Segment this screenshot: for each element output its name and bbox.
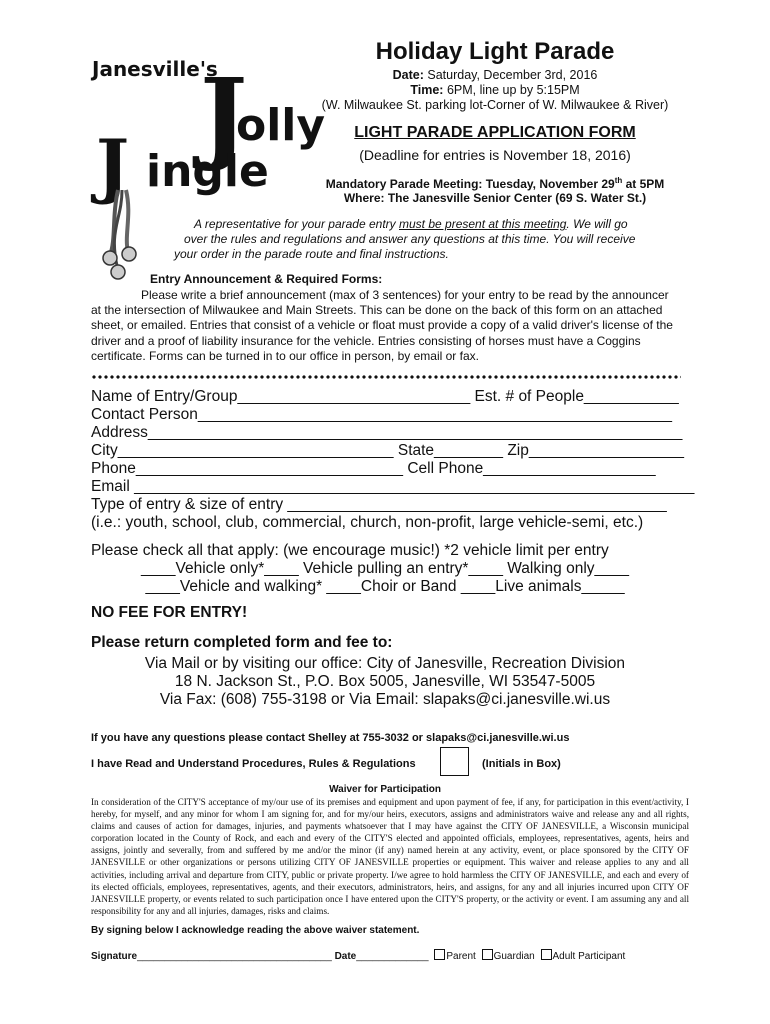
intro-line-1 bbox=[194, 217, 674, 231]
return-heading: Please return completed form and fee to: bbox=[91, 634, 393, 651]
meeting-suffix: at 5PM bbox=[622, 177, 665, 191]
return-address: 18 N. Jackson St., P.O. Box 5005, Janesville, WI 53547-5005 bbox=[174, 673, 596, 690]
intro-line-2: over the rules and regulations and answer any questions at this time. You will receive bbox=[184, 232, 636, 246]
bell-icon bbox=[103, 251, 117, 265]
checklist-title: Please check all that apply: (we encourage music!) *2 vehicle limit per entry bbox=[91, 542, 609, 559]
logo-letter-j2: J bbox=[96, 124, 130, 207]
intro-text-end: . We will go bbox=[566, 217, 628, 231]
event-date bbox=[310, 68, 680, 83]
checklist-line-2[interactable]: ____Vehicle and walking* ____Choir or Band ____Live animals_____ bbox=[145, 578, 625, 595]
intro-text: A representative for your parade entry bbox=[194, 217, 399, 231]
date-field-line[interactable]: _____________ bbox=[356, 951, 429, 962]
date-field-label: Date bbox=[334, 951, 357, 962]
entry-announcement-body: Please write a brief announcement (max of 3 sentences) for your entry to be read by the announcer at the intersection of Milwaukee and Main Streets. This can be done on the back of this form on an attached sheet, or emailed. Entries that consist of a vehicle or float must provide a copy of a valid driver's license of the driver and a proof of liability insurance for the vehicle. Entries consisting of horses must have a Coggins certificate. Forms can be turned in to our office in person, by email or fax. bbox=[91, 288, 673, 363]
adult-participant-checkbox[interactable] bbox=[541, 949, 552, 960]
field-email[interactable]: Email _________________________________________________________________ bbox=[91, 478, 695, 495]
event-location: (W. Milwaukee St. parking lot-Corner of W. Milwaukee & River) bbox=[321, 98, 669, 112]
field-contact-person[interactable]: Contact Person_______________________________________________________ bbox=[91, 406, 672, 423]
return-mail: Via Mail or by visiting our office: City of Janesville, Recreation Division bbox=[144, 655, 626, 672]
event-time bbox=[310, 83, 680, 98]
field-name-of-entry[interactable]: Name of Entry/Group___________________________ Est. # of People___________ bbox=[91, 388, 679, 405]
field-city-state-zip[interactable]: City________________________________ State________ Zip__________________ bbox=[91, 442, 685, 459]
parent-checkbox[interactable] bbox=[434, 949, 445, 960]
waiver-acknowledgement: By signing below I acknowledge reading the above waiver statement. bbox=[91, 925, 420, 936]
logo-text-olly: olly bbox=[236, 100, 326, 151]
guardian-option-label: Guardian bbox=[493, 951, 535, 962]
questions-contact: If you have any questions please contact Shelley at 755-3032 or slapaks@ci.janesville.wi.us bbox=[91, 732, 570, 744]
no-fee-notice: NO FEE FOR ENTRY! bbox=[91, 604, 248, 621]
waiver-body: In consideration of the CITY'S acceptance of my/our use of its premises and equipment and upon payment of fee, if any, for participation in this event/activity, I hereby, for myself, and any minor for whom I am signing for, and for my/our heirs, executors, assigns and administrators waive and release any and all rights, claims and causes of action for damages, injuries, and payments whatsoever that I may have against the CITY OF JANESVILLE, a Wisconsin municipal corporation located in the County of Rock, and each and every of the CITY'S elected and appointed officials, employees, representatives, agents, heirs and assigns, jointly and severally, from and suffered by me and/or the minor (if any) named herein at any activity, event, or place sponsored by the CITY OF JANESVILLE or other organizations or persons utilizing CITY OF JANESVILLE properties or equipment. This waiver and release applies to any and all activities, including arrival and departure from CITY, public or private property. I/we agree to hold harmless the CITY OF JANESVILLE, and each and every of its elected officials, employees, representatives, agents, and their executors, administrators, heirs, and assigns, for any and all injuries incurred upon CITY OF JANESVILLE property, or events related to such participation once I have entered upon the CITY'S property, or the activity or event. I am assuming any and all responsibility for any and all injuries, damages, risks and claims. bbox=[91, 797, 689, 916]
read-understand-label: I have Read and Understand Procedures, Rules & Regulations bbox=[91, 758, 416, 770]
bell-icon bbox=[111, 265, 125, 279]
signature-row bbox=[91, 949, 625, 962]
initials-label: (Initials in Box) bbox=[482, 758, 561, 770]
meeting-prefix: Mandatory Parade Meeting: Tuesday, November 29 bbox=[325, 177, 615, 191]
meeting-sup: th bbox=[614, 176, 623, 185]
intro-line-3: your order in the parade route and final instructions. bbox=[174, 247, 449, 261]
bell-icon bbox=[122, 247, 136, 261]
time-label: Time: bbox=[410, 83, 444, 97]
signature-line[interactable]: ___________________________________ bbox=[137, 951, 332, 962]
page-title: Holiday Light Parade bbox=[375, 38, 615, 65]
adult-participant-option-label: Adult Participant bbox=[552, 951, 626, 962]
meeting-date bbox=[300, 176, 690, 191]
guardian-checkbox[interactable] bbox=[482, 949, 493, 960]
parent-option-label: Parent bbox=[446, 951, 476, 962]
dotted-divider bbox=[91, 374, 681, 380]
checklist-line-1[interactable]: ____Vehicle only*____ Vehicle pulling an entry*____ Walking only____ bbox=[140, 560, 630, 577]
form-title: LIGHT PARADE APPLICATION FORM bbox=[354, 124, 636, 141]
entry-announcement-heading: Entry Announcement & Required Forms: bbox=[150, 272, 383, 286]
logo-text-ingle: ingle bbox=[146, 146, 269, 197]
date-label: Date: bbox=[392, 68, 424, 82]
deadline-text: (Deadline for entries is November 18, 2016) bbox=[359, 147, 631, 163]
logo-letter-j1: J bbox=[200, 56, 248, 174]
intro-emphasis: must be present at this meeting bbox=[399, 217, 567, 231]
entry-type-examples: (i.e.: youth, school, club, commercial, church, non-profit, large vehicle-semi, etc.) bbox=[91, 514, 644, 531]
field-address[interactable]: Address______________________________________________________________ bbox=[91, 424, 683, 441]
meeting-location: Where: The Janesville Senior Center (69 S. Water St.) bbox=[343, 191, 647, 205]
time-value: 6PM, line up by 5:15PM bbox=[443, 83, 580, 97]
waiver-title: Waiver for Participation bbox=[329, 784, 441, 795]
field-phone[interactable]: Phone_______________________________ Cell Phone____________________ bbox=[91, 460, 656, 477]
initials-box[interactable] bbox=[440, 747, 469, 776]
return-fax-email: Via Fax: (608) 755-3198 or Via Email: slapaks@ci.janesville.wi.us bbox=[159, 691, 611, 708]
logo-text-janesvilles: Janesville's bbox=[92, 57, 218, 81]
signature-label: Signature bbox=[91, 951, 138, 962]
date-value: Saturday, December 3rd, 2016 bbox=[423, 68, 598, 82]
field-type-of-entry[interactable]: Type of entry & size of entry ____________________________________________ bbox=[91, 496, 667, 513]
